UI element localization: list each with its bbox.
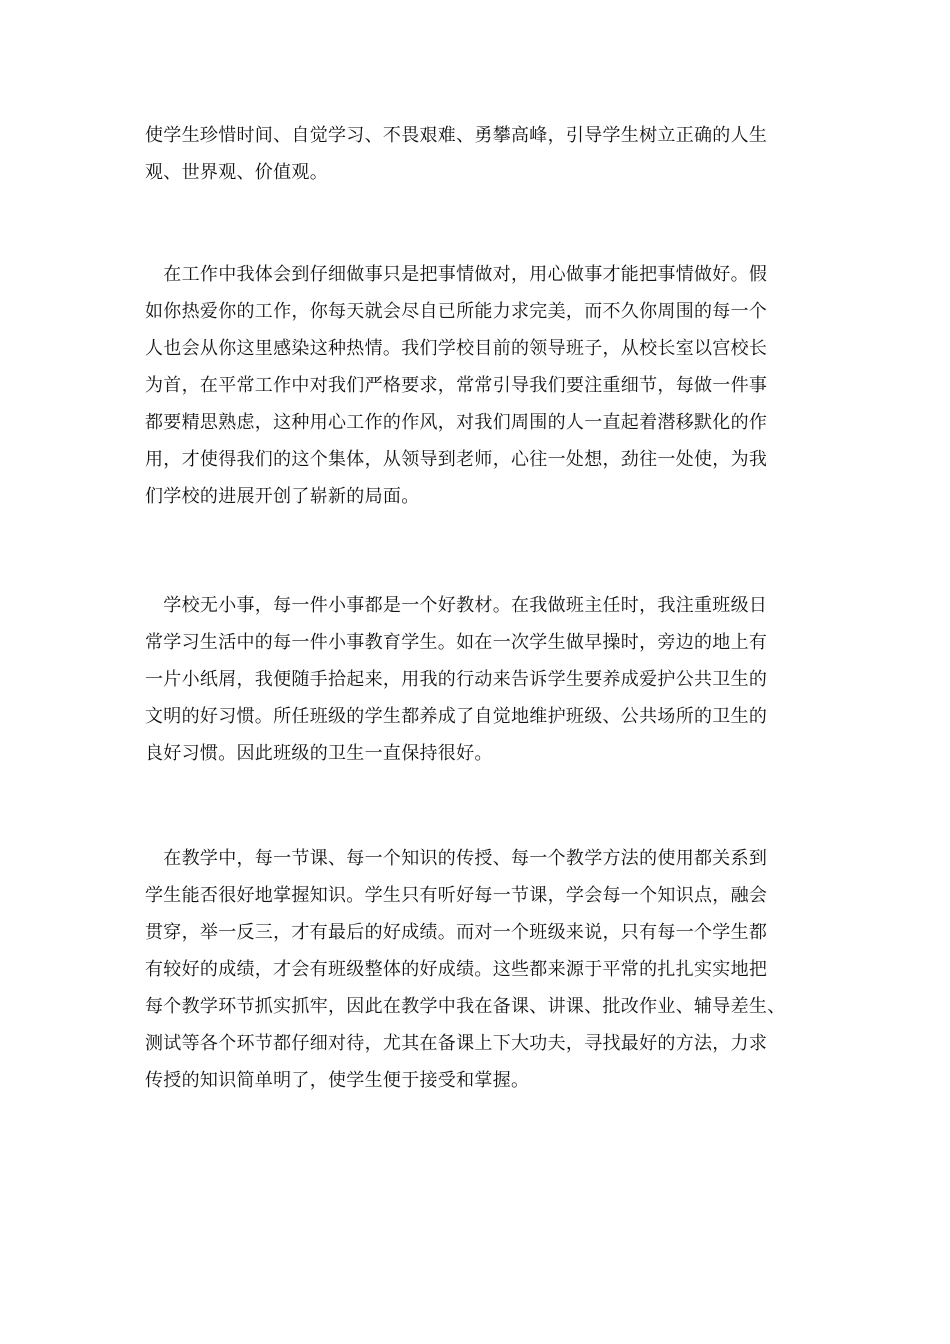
text-line: 每个教学环节抓实抓牢，因此在教学中我在备课、讲课、批改作业、辅导差生、: [145, 996, 786, 1017]
text-line: 良好习惯。因此班级的卫生一直保持很好。: [145, 743, 493, 764]
text-line: 们学校的进展开创了崭新的局面。: [145, 486, 420, 507]
paragraph-4: [145, 840, 845, 1099]
paragraph-3: [145, 587, 845, 772]
text-line: 人也会从你这里感染这种热情。我们学校目前的领导班子，从校长室以宫校长: [145, 338, 768, 359]
text-line: 一片小纸屑，我便随手拾起来，用我的行动来告诉学生要养成爱护公共卫生的: [145, 669, 768, 690]
text-line: 在教学中，每一节课、每一个知识的传授、每一个教学方法的使用都关系到: [145, 848, 768, 869]
text-line: 在工作中我体会到仔细做事只是把事情做对，用心做事才能把事情做好。假: [145, 264, 768, 285]
text-line: 如你热爱你的工作，你每天就会尽自已所能力求完美，而不久你周围的每一个: [145, 301, 768, 322]
text-line: 传授的知识简单明了，使学生便于接受和掌握。: [145, 1070, 530, 1091]
text-line: 用，才使得我们的这个集体，从领导到老师，心往一处想，劲往一处使，为我: [145, 449, 768, 470]
paragraph-2: [145, 256, 845, 515]
text-line: 学生能否很好地掌握知识。学生只有听好每一节课，学会每一个知识点，融会: [145, 885, 768, 906]
text-line: 测试等各个环节都仔细对待，尤其在备课上下大功夫，寻找最好的方法，力求: [145, 1033, 768, 1054]
paragraph-1: [145, 117, 845, 191]
text-line: 观、世界观、价值观。: [145, 162, 328, 183]
text-line: 有较好的成绩，才会有班级整体的好成绩。这些都来源于平常的扎扎实实地把: [145, 959, 768, 980]
text-line: 常学习生活中的每一件小事教育学生。如在一次学生做早操时，旁边的地上有: [145, 632, 768, 653]
text-line: 为首，在平常工作中对我们严格要求，常常引导我们要注重细节，每做一件事: [145, 375, 768, 396]
text-line: 都要精思熟虑，这种用心工作的作风，对我们周围的人一直起着潜移默化的作: [145, 412, 768, 433]
text-line: 学校无小事，每一件小事都是一个好教材。在我做班主任时，我注重班级日: [145, 595, 768, 616]
text-line: 文明的好习惯。所任班级的学生都养成了自觉地维护班级、公共场所的卫生的: [145, 706, 768, 727]
text-line: 贯穿，举一反三，才有最后的好成绩。而对一个班级来说，只有每一个学生都: [145, 922, 768, 943]
text-line: 使学生珍惜时间、自觉学习、不畏艰难、勇攀高峰，引导学生树立正确的人生: [145, 125, 768, 146]
